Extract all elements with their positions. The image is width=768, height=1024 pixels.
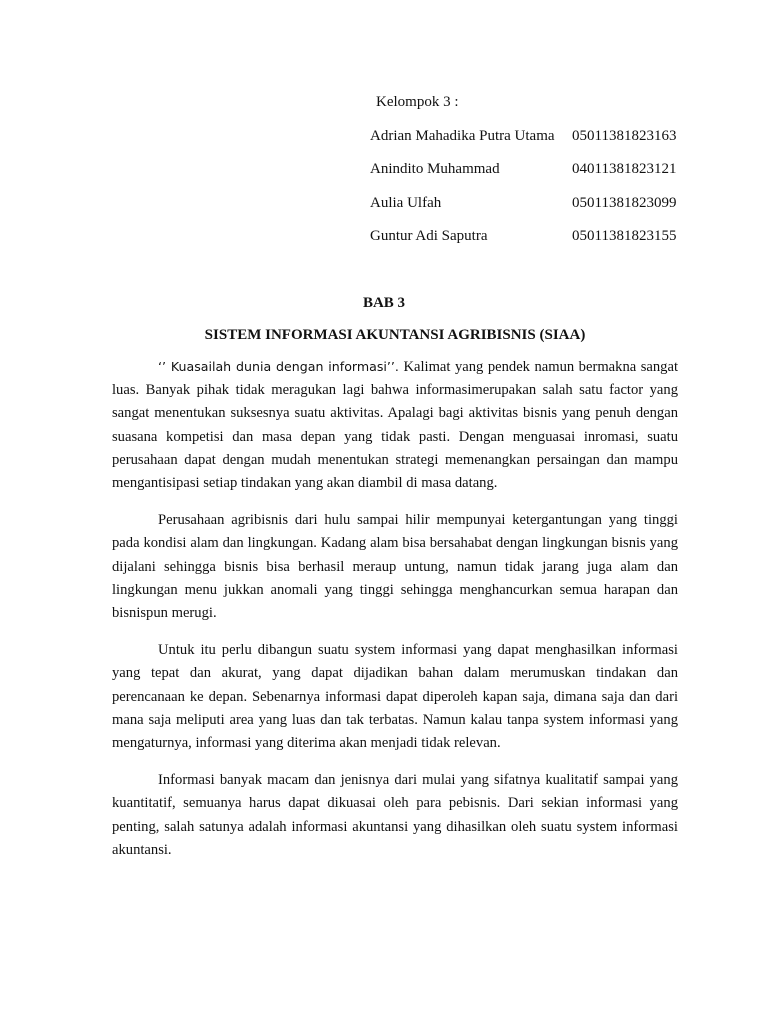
- member-row: [370, 159, 710, 179]
- member-name: Adrian Mahadika Putra Utama: [370, 128, 555, 144]
- member-nim: 05011381823155: [572, 228, 677, 244]
- member-row: [370, 126, 710, 146]
- paragraph-1: [112, 355, 678, 495]
- chapter-title: SISTEM INFORMASI AKUNTANSI AGRIBISNIS (SIAA): [204, 327, 586, 343]
- paragraph-3: Untuk itu perlu dibangun suatu system informasi yang dapat menghasilkan informasi yang tepat dan akurat, yang dapat dijadikan bahan dalam merumuskan tindakan dan perencanaan ke depan. Sebenarnya informasi dapat diperoleh kapan saja, dimana saja dan dari mana saja meliputi area yang luas dan tak terbatas. Namun kalau tanpa system informasi yang mengaturnya, informasi yang diterima akan menjadi tidak relevan.: [112, 642, 678, 752]
- member-name: Anindito Muhammad: [370, 161, 500, 177]
- paragraph-1-text: Kalimat yang pendek namun bermakna sangat luas. Banyak pihak tidak meragukan lagi bahwa informasimerupakan salah satu factor yang sangat menentukan suksesnya suatu aktivitas. Apalagi bagi aktivitas bisnis yang penuh dengan suasana kompetisi dan masa depan yang tidak pasti. Dengan menguasai inromasi, suatu perusahaan dapat dengan mudah menentukan strategi memenangkan persaingan dan mampu mengantisipasi setiap tindakan yang akan diambil di masa datang.: [112, 359, 678, 492]
- member-nim: 04011381823121: [572, 161, 677, 177]
- group-title: Kelompok 3 :: [376, 94, 459, 110]
- member-row: [370, 226, 710, 246]
- paragraph-2: Perusahaan agribisnis dari hulu sampai hilir mempunyai ketergantungan yang tinggi pada kondisi alam dan lingkungan. Kadang alam bisa bersahabat dengan lingkungan bisnis yang dijalani sehingga bisnis bisa berhasil meraup untung, namun tidak jarang juga alam dan lingkungan menu jukkan anomali yang tinggi sehingga menghancurkan semua harapan dan bisnispun merugi.: [112, 512, 678, 622]
- member-nim: 05011381823163: [572, 128, 677, 144]
- body-text: [112, 355, 678, 876]
- opening-quote: ‘’ Kuasailah dunia dengan informasi’’.: [158, 359, 399, 374]
- member-name: Aulia Ulfah: [370, 195, 442, 211]
- member-nim: 05011381823099: [572, 195, 677, 211]
- member-row: [370, 193, 710, 213]
- paragraph-4: Informasi banyak macam dan jenisnya dari mulai yang sifatnya kualitatif sampai yang kuantitatif, semuanya harus dapat dikuasai oleh para pebisnis. Dari sekian informasi yang penting, salah satunya adalah informasi akuntansi yang dihasilkan oleh suatu system informasi akuntansi.: [112, 772, 678, 858]
- chapter-label: BAB 3: [362, 295, 406, 311]
- member-name: Guntur Adi Saputra: [370, 228, 488, 244]
